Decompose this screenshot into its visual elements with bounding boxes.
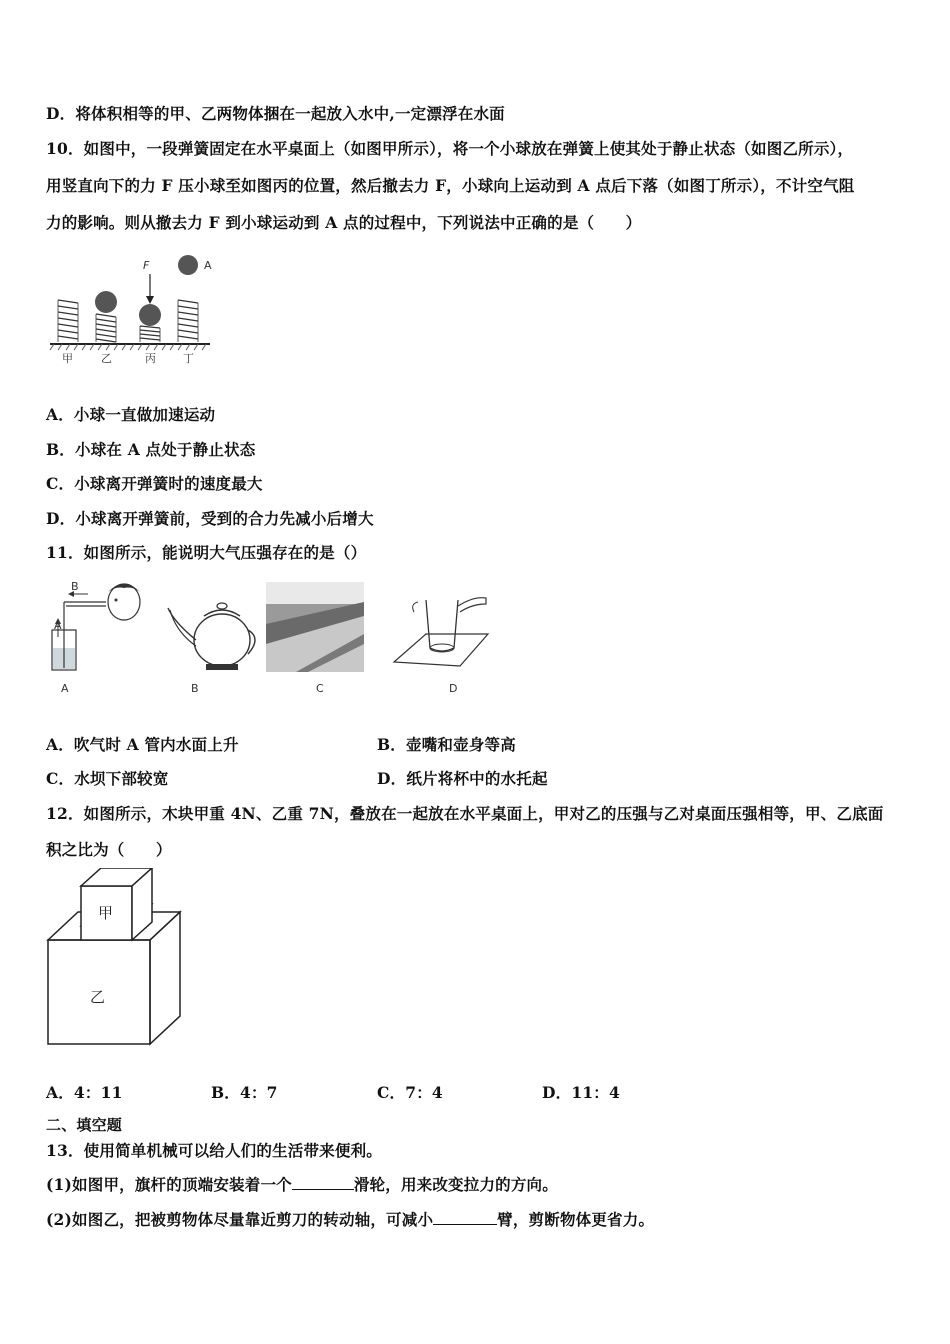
q10-option-d: D．小球离开弹簧前，受到的合力先减小后增大 xyxy=(46,509,374,528)
q11-option-c: C．水坝下部较宽 xyxy=(46,769,169,788)
point-a-label: A xyxy=(204,259,212,272)
fig-d-cup xyxy=(394,598,488,695)
fig-c-label: C xyxy=(316,682,324,695)
spring-bing xyxy=(140,326,160,342)
q13-part1-after: 滑轮，用来改变拉力的方向。 xyxy=(353,1175,558,1194)
fig-b-label: B xyxy=(191,682,199,695)
q12-option-d: D．11：4 xyxy=(542,1083,620,1102)
q13-part2-after: 臂，剪断物体更省力。 xyxy=(497,1210,655,1229)
section-heading-fill-blank: 二、填空题 xyxy=(46,1116,123,1134)
fig-d-label: D xyxy=(449,682,458,695)
q10-stem-line2: 用竖直向下的力 F 压小球至如图丙的位置，然后撤去力 F，小球向上运动到 A 点后下落（如图丁所示），不计空气阻 xyxy=(46,176,855,195)
spring-yi xyxy=(96,314,116,342)
force-label: F xyxy=(143,259,150,272)
q12-stem-line2: 积之比为（ ） xyxy=(46,840,172,859)
panel-label-ding: 丁 xyxy=(183,352,194,365)
q10-option-a: A．小球一直做加速运动 xyxy=(46,405,216,424)
q11-figure xyxy=(46,582,496,697)
fig-c-dam-photo xyxy=(266,582,364,695)
ball-yi xyxy=(95,291,117,313)
block-jia-label: 甲 xyxy=(98,904,114,922)
q12-blocks-figure xyxy=(46,868,186,1048)
spring-jia xyxy=(58,300,78,342)
q10-option-c: C．小球离开弹簧时的速度最大 xyxy=(46,474,263,493)
panel-label-jia: 甲 xyxy=(62,352,73,365)
q9-option-d: D．将体积相等的甲、乙两物体捆在一起放入水中,一定漂浮在水面 xyxy=(46,104,505,123)
q11-option-a: A．吹气时 A 管内水面上升 xyxy=(46,735,239,754)
q10-option-b: B．小球在 A 点处于静止状态 xyxy=(46,440,256,459)
fig-a-label: A xyxy=(61,682,69,695)
fig-a-tube-a-label: A xyxy=(54,619,62,632)
q11-stem: 11．如图所示，能说明大气压强存在的是（） xyxy=(46,543,367,562)
q13-part2 xyxy=(46,1208,654,1230)
fig-a-blowing xyxy=(52,582,140,695)
q10-spring-figure xyxy=(46,252,216,370)
ball-a xyxy=(178,255,198,275)
panel-label-bing: 丙 xyxy=(145,352,156,365)
block-yi-label: 乙 xyxy=(90,988,106,1006)
q12-stem-line1: 12．如图所示，木块甲重 4N、乙重 7N，叠放在一起放在水平桌面上，甲对乙的压强与乙对桌面压强相等，甲、乙底面 xyxy=(46,804,884,823)
q12-option-b: B．4：7 xyxy=(211,1083,278,1102)
q13-part2-before: (2)如图乙，把被剪物体尽量靠近剪刀的转动轴，可减小 xyxy=(46,1210,434,1229)
fig-b-teapot xyxy=(168,603,255,695)
q13-stem: 13．使用简单机械可以给人们的生活带来便利。 xyxy=(46,1141,382,1160)
block-jia xyxy=(81,868,152,940)
q12-option-a: A．4：11 xyxy=(46,1083,123,1102)
q11-option-d: D．纸片将杯中的水托起 xyxy=(377,769,548,788)
q13-part1 xyxy=(46,1173,558,1195)
spring-ding xyxy=(178,300,198,342)
q13-part2-blank[interactable] xyxy=(433,1210,497,1225)
q11-option-b: B．壶嘴和壶身等高 xyxy=(377,735,516,754)
q13-part1-blank[interactable] xyxy=(292,1175,354,1190)
q13-part1-before: (1)如图甲，旗杆的顶端安装着一个 xyxy=(46,1175,292,1194)
panel-label-yi: 乙 xyxy=(101,352,112,365)
ball-bing xyxy=(139,304,161,326)
q10-stem-line1: 10．如图中，一段弹簧固定在水平桌面上（如图甲所示），将一个小球放在弹簧上使其处于静止状态（如图乙所示）， xyxy=(46,139,854,158)
q10-stem-line3: 力的影响。则从撤去力 F 到小球运动到 A 点的过程中，下列说法中正确的是（ ） xyxy=(46,213,642,232)
fig-a-tube-b-label: B xyxy=(71,582,79,593)
q12-option-c: C．7：4 xyxy=(377,1083,443,1102)
